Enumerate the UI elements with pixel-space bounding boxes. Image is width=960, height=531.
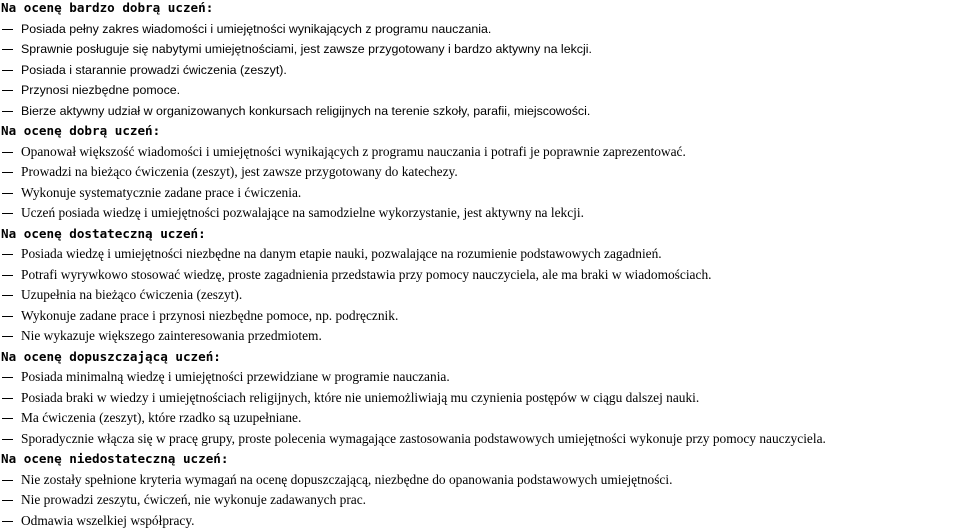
- list-item-text: Potrafi wyrywkowo stosować wiedzę, proste zagadnienia przedstawia przy pomocy nauczyciela, ale ma braki w wiadomościach.: [21, 266, 712, 282]
- dash-bullet-icon: [2, 29, 13, 30]
- dash-bullet-icon: [2, 213, 13, 214]
- list-item-text: Nie zostały spełnione kryteria wymagań na ocenę dopuszczającą, niezbędne do opanowania podstawowych umiejętności.: [21, 471, 673, 487]
- list-item: [0, 265, 958, 285]
- section-heading: Na ocenę niedostateczną uczeń:: [1, 451, 229, 466]
- list-item-text: Odmawia wszelkiej współpracy.: [21, 512, 195, 528]
- dash-bullet-icon: [2, 480, 13, 481]
- section-heading: Na ocenę dopuszczającą uczeń:: [1, 348, 221, 364]
- list-item-text: Posiada i starannie prowadzi ćwiczenia (zeszyt).: [21, 62, 287, 77]
- list-item-text: Posiada wiedzę i umiejętności niezbędne na danym etapie nauki, pozwalające na rozumienie podstawowych zagadnień.: [21, 246, 662, 261]
- list-item-text: Uczeń posiada wiedzę i umiejętności pozwalające na samodzielne wykorzystanie, jest aktywny na lekcji.: [21, 205, 584, 220]
- list-item-text: Posiada minimalną wiedzę i umiejętności przewidziane w programie nauczania.: [21, 369, 450, 384]
- list-item: [0, 285, 958, 305]
- list-item-text: Wykonuje systematycznie zadane prace i ćwiczenia.: [21, 184, 302, 200]
- list-item-text: Ma ćwiczenia (zeszyt), które rzadko są uzupełniane.: [21, 410, 302, 425]
- list-item-text: Przynosi niezbędne pomoce.: [21, 83, 181, 97]
- dash-bullet-icon: [2, 254, 13, 255]
- list-item-text: Sporadycznie włącza się w pracę grupy, proste polecenia wymagające zastosowania podstawowych umiejętności wykonuje przy pomocy nauczyciela.: [21, 430, 826, 446]
- list-item: [0, 39, 958, 59]
- dash-bullet-icon: [2, 90, 13, 91]
- dash-bullet-icon: [2, 70, 13, 71]
- dash-bullet-icon: [2, 172, 13, 173]
- list-item: [0, 162, 958, 182]
- list-item: [0, 19, 958, 39]
- list-item-text: Nie prowadzi zeszytu, ćwiczeń, nie wykonuje zadawanych prac.: [21, 492, 367, 507]
- section-heading: Na ocenę dobrą uczeń:: [1, 123, 161, 138]
- dash-bullet-icon: [2, 439, 13, 440]
- list-item: [0, 470, 958, 490]
- list-item: [0, 183, 958, 203]
- dash-bullet-icon: [2, 193, 13, 194]
- dash-bullet-icon: [2, 398, 13, 399]
- dash-bullet-icon: [2, 521, 13, 522]
- list-item-text: Prowadzi na bieżąco ćwiczenia (zeszyt), jest zawsze przygotowany do katechezy.: [21, 164, 458, 179]
- dash-bullet-icon: [2, 316, 13, 317]
- dash-bullet-icon: [2, 49, 13, 50]
- dash-bullet-icon: [2, 500, 13, 501]
- list-item-text: Wykonuje zadane prace i przynosi niezbędne pomoce, np. podręcznik.: [21, 307, 399, 323]
- dash-bullet-icon: [2, 295, 13, 296]
- list-item: [0, 408, 958, 428]
- list-item-text: Uzupełnia na bieżąco ćwiczenia (zeszyt).: [21, 287, 243, 302]
- list-item-text: Bierze aktywny udział w organizowanych konkursach religijnych na terenie szkoły, parafii, miejscowości.: [21, 103, 591, 118]
- list-item-text: Nie wykazuje większego zainteresowania przedmiotem.: [21, 328, 322, 343]
- list-item: [0, 80, 958, 100]
- list-item: [0, 326, 958, 346]
- list-item: [0, 490, 958, 510]
- list-item-text: Posiada pełny zakres wiadomości i umiejętności wynikających z programu nauczania.: [21, 21, 492, 36]
- list-item: [0, 429, 958, 449]
- list-item: [0, 60, 958, 80]
- list-item: [0, 101, 958, 121]
- list-item: [0, 388, 958, 408]
- dash-bullet-icon: [2, 336, 13, 337]
- list-item-text: Opanował większość wiadomości i umiejętności wynikających z programu nauczania i potrafi je poprawnie zaprezentować.: [21, 143, 686, 159]
- list-item: [0, 244, 958, 264]
- section-heading: Na ocenę dostateczną uczeń:: [1, 225, 206, 241]
- list-item-text: Sprawnie posługuje się nabytymi umiejętnościami, jest zawsze przygotowany i bardzo aktywny na lekcji.: [21, 42, 592, 56]
- list-item: [0, 142, 958, 162]
- list-item: [0, 367, 958, 387]
- dash-bullet-icon: [2, 275, 13, 276]
- section-heading: Na ocenę bardzo dobrą uczeń:: [1, 0, 214, 15]
- dash-bullet-icon: [2, 418, 13, 419]
- list-item: [0, 306, 958, 326]
- dash-bullet-icon: [2, 152, 13, 153]
- list-item: [0, 203, 958, 223]
- dash-bullet-icon: [2, 377, 13, 378]
- dash-bullet-icon: [2, 111, 13, 112]
- list-item-text: Posiada braki w wiedzy i umiejętnościach religijnych, które nie uniemożliwiają mu czynienia postępów w ciągu dalszej nauki.: [21, 389, 700, 405]
- list-item: [0, 511, 958, 531]
